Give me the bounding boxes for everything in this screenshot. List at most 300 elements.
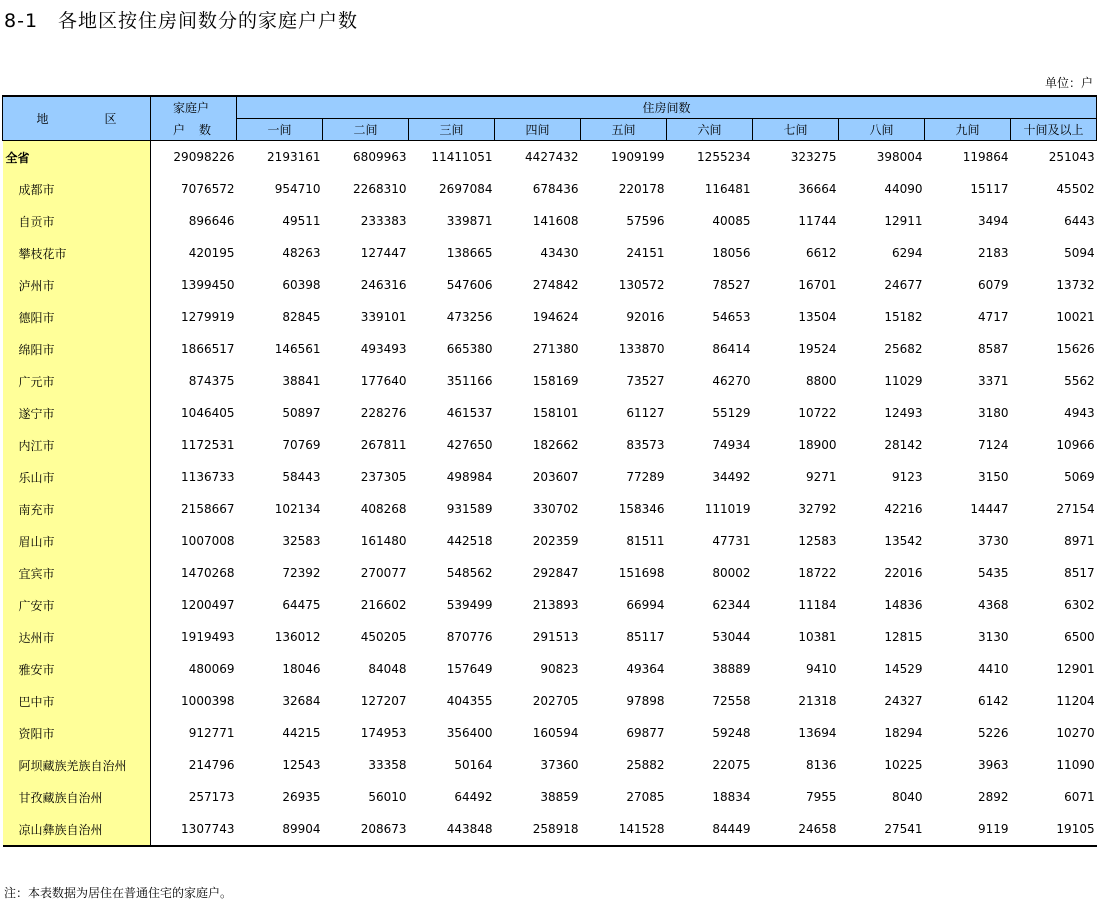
room-count-cell: 50897 bbox=[282, 406, 321, 420]
room-count-cell: 136012 bbox=[274, 630, 321, 644]
room-count-cell: 2183 bbox=[977, 246, 1009, 260]
region-cell: 泸州市 bbox=[3, 269, 151, 301]
room-count-cell: 18834 bbox=[712, 790, 751, 804]
room-count-cell: 339101 bbox=[360, 310, 407, 324]
households-total-cell: 257173 bbox=[188, 790, 235, 804]
room-count-cell: 291513 bbox=[532, 630, 579, 644]
room-count-cell: 53044 bbox=[712, 630, 751, 644]
households-total-cell: 2158667 bbox=[181, 502, 235, 516]
room-count-cell: 130572 bbox=[618, 278, 665, 292]
room-count-cell: 2892 bbox=[977, 790, 1009, 804]
room-count-cell: 56010 bbox=[368, 790, 407, 804]
room-count-cell: 498984 bbox=[446, 470, 493, 484]
room-count-cell: 146561 bbox=[274, 342, 321, 356]
room-count-cell: 50164 bbox=[454, 758, 493, 772]
room-count-cell: 4368 bbox=[977, 598, 1009, 612]
room-count-cell: 14836 bbox=[884, 598, 923, 612]
room-count-cell: 42216 bbox=[884, 502, 923, 516]
room-count-cell: 6809963 bbox=[353, 150, 407, 164]
room-count-cell: 5435 bbox=[977, 566, 1009, 580]
room-count-cell: 220178 bbox=[618, 182, 665, 196]
table-title: 各地区按住房间数分的家庭户户数 bbox=[58, 10, 359, 32]
room-count-cell: 70769 bbox=[282, 438, 321, 452]
room-count-cell: 8587 bbox=[977, 342, 1009, 356]
room-count-cell: 24327 bbox=[884, 694, 923, 708]
room-count-cell: 8971 bbox=[1064, 534, 1095, 548]
room-count-cell: 216602 bbox=[360, 598, 407, 612]
room-count-cell: 442518 bbox=[446, 534, 493, 548]
table-row bbox=[3, 493, 1097, 525]
room-count-cell: 45502 bbox=[1056, 182, 1095, 196]
room-count-cell: 11090 bbox=[1056, 758, 1095, 772]
room-count-cell: 13732 bbox=[1056, 278, 1095, 292]
room-count-cell: 127207 bbox=[360, 694, 407, 708]
room-count-cell: 92016 bbox=[626, 310, 665, 324]
table-row bbox=[3, 205, 1097, 237]
room-count-cell: 8136 bbox=[805, 758, 837, 772]
room-count-cell: 160594 bbox=[532, 726, 579, 740]
room-count-cell: 9119 bbox=[925, 813, 1011, 846]
households-total-cell: 1046405 bbox=[181, 406, 235, 420]
room-count-cell: 11411051 bbox=[431, 150, 493, 164]
table-row bbox=[3, 365, 1097, 397]
room-count-cell: 9123 bbox=[891, 470, 923, 484]
households-total-cell: 896646 bbox=[188, 214, 235, 228]
room-count-cell: 13504 bbox=[798, 310, 837, 324]
room-count-cell: 34492 bbox=[712, 470, 751, 484]
room-count-cell: 61127 bbox=[626, 406, 665, 420]
room-count-cell: 12493 bbox=[884, 406, 923, 420]
room-count-cell: 11029 bbox=[884, 374, 923, 388]
room-count-cell: 58443 bbox=[282, 470, 321, 484]
households-total-cell: 29098226 bbox=[173, 150, 235, 164]
room-count-cell: 4410 bbox=[977, 662, 1009, 676]
room-count-cell: 2193161 bbox=[267, 150, 321, 164]
room-count-cell: 38841 bbox=[282, 374, 321, 388]
room-count-cell: 141608 bbox=[532, 214, 579, 228]
room-count-cell: 4717 bbox=[977, 310, 1009, 324]
households-total-cell: 912771 bbox=[188, 726, 235, 740]
room-count-cell: 15182 bbox=[884, 310, 923, 324]
room-count-cell: 48263 bbox=[282, 246, 321, 260]
room-count-cell: 182662 bbox=[532, 438, 579, 452]
room-count-cell: 18294 bbox=[884, 726, 923, 740]
room-count-cell: 8517 bbox=[1064, 566, 1095, 580]
room-count-cell: 60398 bbox=[282, 278, 321, 292]
room-count-cell: 12815 bbox=[884, 630, 923, 644]
region-cell: 成都市 bbox=[3, 173, 151, 205]
region-cell: 广元市 bbox=[3, 365, 151, 397]
room-count-cell: 22016 bbox=[884, 566, 923, 580]
room-count-cell: 177640 bbox=[360, 374, 407, 388]
room-count-cell: 10966 bbox=[1056, 438, 1095, 452]
room-count-cell: 25682 bbox=[884, 342, 923, 356]
room-count-cell: 36664 bbox=[798, 182, 837, 196]
room-count-cell: 5094 bbox=[1064, 246, 1095, 260]
room-count-cell: 270077 bbox=[360, 566, 407, 580]
room-count-cell: 408268 bbox=[360, 502, 407, 516]
room-count-cell: 89904 bbox=[237, 813, 323, 846]
room-count-cell: 83573 bbox=[626, 438, 665, 452]
room-count-cell: 97898 bbox=[626, 694, 665, 708]
room-count-cell: 82845 bbox=[282, 310, 321, 324]
room-count-cell: 258918 bbox=[495, 813, 581, 846]
room-count-cell: 6071 bbox=[1064, 790, 1095, 804]
room-count-cell: 237305 bbox=[360, 470, 407, 484]
room-count-cell: 158346 bbox=[618, 502, 665, 516]
room-count-cell: 9410 bbox=[805, 662, 837, 676]
room-count-cell: 208673 bbox=[323, 813, 409, 846]
room-header: 七间 bbox=[753, 119, 839, 141]
region-cell: 达州市 bbox=[3, 621, 151, 653]
room-count-cell: 78527 bbox=[712, 278, 751, 292]
room-count-cell: 8040 bbox=[891, 790, 923, 804]
room-count-cell: 72392 bbox=[282, 566, 321, 580]
room-count-cell: 18900 bbox=[798, 438, 837, 452]
room-count-cell: 954710 bbox=[274, 182, 321, 196]
room-count-cell: 72558 bbox=[712, 694, 751, 708]
room-count-cell: 119864 bbox=[962, 150, 1009, 164]
room-count-cell: 10722 bbox=[798, 406, 837, 420]
room-count-cell: 18722 bbox=[798, 566, 837, 580]
room-count-cell: 90823 bbox=[540, 662, 579, 676]
households-total-cell: 1007008 bbox=[181, 534, 235, 548]
room-count-cell: 8800 bbox=[805, 374, 837, 388]
room-count-cell: 3180 bbox=[977, 406, 1009, 420]
table-row bbox=[3, 269, 1097, 301]
households-total-cell: 874375 bbox=[188, 374, 235, 388]
region-cell: 广安市 bbox=[3, 589, 151, 621]
room-count-cell: 339871 bbox=[446, 214, 493, 228]
table-row bbox=[3, 173, 1097, 205]
table-row bbox=[3, 333, 1097, 365]
room-count-cell: 3150 bbox=[977, 470, 1009, 484]
room-count-cell: 54653 bbox=[712, 310, 751, 324]
room-count-cell: 6079 bbox=[977, 278, 1009, 292]
room-count-cell: 548562 bbox=[446, 566, 493, 580]
households-total-cell: 1866517 bbox=[181, 342, 235, 356]
room-count-cell: 18046 bbox=[282, 662, 321, 676]
households-total-cell: 1307743 bbox=[151, 813, 237, 846]
room-count-cell: 450205 bbox=[360, 630, 407, 644]
table-row bbox=[3, 461, 1097, 493]
room-count-cell: 55129 bbox=[712, 406, 751, 420]
room-count-cell: 14529 bbox=[884, 662, 923, 676]
table-header bbox=[3, 96, 1097, 141]
room-count-cell: 1909199 bbox=[611, 150, 665, 164]
room-count-cell: 158101 bbox=[532, 406, 579, 420]
room-count-cell: 7955 bbox=[805, 790, 837, 804]
room-count-cell: 84048 bbox=[368, 662, 407, 676]
room-header: 二间 bbox=[323, 119, 409, 141]
table-body bbox=[3, 141, 1097, 847]
room-count-cell: 44090 bbox=[884, 182, 923, 196]
households-total-cell: 1470268 bbox=[181, 566, 235, 580]
region-cell: 德阳市 bbox=[3, 301, 151, 333]
room-count-cell: 24677 bbox=[884, 278, 923, 292]
room-count-cell: 21318 bbox=[798, 694, 837, 708]
table-row bbox=[3, 621, 1097, 653]
room-count-cell: 151698 bbox=[618, 566, 665, 580]
room-count-cell: 33358 bbox=[368, 758, 407, 772]
room-count-cell: 161480 bbox=[360, 534, 407, 548]
room-count-cell: 133870 bbox=[618, 342, 665, 356]
room-count-cell: 12911 bbox=[884, 214, 923, 228]
room-count-cell: 274842 bbox=[532, 278, 579, 292]
table-row bbox=[3, 237, 1097, 269]
region-cell: 乐山市 bbox=[3, 461, 151, 493]
region-cell: 自贡市 bbox=[3, 205, 151, 237]
room-count-cell: 22075 bbox=[712, 758, 751, 772]
room-count-cell: 24658 bbox=[753, 813, 839, 846]
room-count-cell: 3494 bbox=[977, 214, 1009, 228]
room-count-cell: 37360 bbox=[540, 758, 579, 772]
households-total-cell: 1919493 bbox=[181, 630, 235, 644]
room-count-cell: 404355 bbox=[446, 694, 493, 708]
room-count-cell: 32583 bbox=[282, 534, 321, 548]
region-cell: 内江市 bbox=[3, 429, 151, 461]
households-total-cell: 1200497 bbox=[181, 598, 235, 612]
room-count-cell: 251043 bbox=[1048, 150, 1095, 164]
households-total-cell: 1279919 bbox=[181, 310, 235, 324]
room-count-cell: 64475 bbox=[282, 598, 321, 612]
region-cell: 巴中市 bbox=[3, 685, 151, 717]
room-count-cell: 43430 bbox=[540, 246, 579, 260]
room-count-cell: 69877 bbox=[626, 726, 665, 740]
room-count-cell: 4943 bbox=[1064, 406, 1095, 420]
room-count-cell: 85117 bbox=[626, 630, 665, 644]
room-count-cell: 158169 bbox=[532, 374, 579, 388]
room-header: 三间 bbox=[409, 119, 495, 141]
room-count-cell: 15626 bbox=[1056, 342, 1095, 356]
room-count-cell: 19105 bbox=[1011, 813, 1097, 846]
room-header: 四间 bbox=[495, 119, 581, 141]
room-count-cell: 473256 bbox=[446, 310, 493, 324]
room-count-cell: 6612 bbox=[805, 246, 837, 260]
households-total-cell: 1399450 bbox=[181, 278, 235, 292]
room-count-cell: 202359 bbox=[532, 534, 579, 548]
room-count-cell: 12901 bbox=[1056, 662, 1095, 676]
households-total-cell: 7076572 bbox=[181, 182, 235, 196]
room-count-cell: 174953 bbox=[360, 726, 407, 740]
room-count-cell: 443848 bbox=[409, 813, 495, 846]
region-cell: 南充市 bbox=[3, 493, 151, 525]
room-count-cell: 330702 bbox=[532, 502, 579, 516]
region-cell: 甘孜藏族自治州 bbox=[3, 781, 151, 813]
households-total-cell: 1000398 bbox=[181, 694, 235, 708]
room-count-cell: 292847 bbox=[532, 566, 579, 580]
room-count-cell: 62344 bbox=[712, 598, 751, 612]
households-total-cell: 480069 bbox=[188, 662, 235, 676]
room-count-cell: 19524 bbox=[798, 342, 837, 356]
room-count-cell: 111019 bbox=[704, 502, 751, 516]
room-count-cell: 74934 bbox=[712, 438, 751, 452]
room-count-cell: 5226 bbox=[977, 726, 1009, 740]
room-count-cell: 24151 bbox=[626, 246, 665, 260]
unit-label: 单位：户 bbox=[1044, 76, 1093, 90]
room-header: 十间及以上 bbox=[1011, 119, 1097, 141]
room-count-cell: 228276 bbox=[360, 406, 407, 420]
room-count-cell: 16701 bbox=[798, 278, 837, 292]
data-table bbox=[2, 95, 1097, 847]
room-count-cell: 539499 bbox=[446, 598, 493, 612]
room-count-cell: 28142 bbox=[884, 438, 923, 452]
room-count-cell: 80002 bbox=[712, 566, 751, 580]
room-count-cell: 138665 bbox=[446, 246, 493, 260]
room-count-cell: 47731 bbox=[712, 534, 751, 548]
room-count-cell: 13694 bbox=[798, 726, 837, 740]
region-cell: 绵阳市 bbox=[3, 333, 151, 365]
room-count-cell: 870776 bbox=[446, 630, 493, 644]
room-count-cell: 351166 bbox=[446, 374, 493, 388]
room-count-cell: 57596 bbox=[626, 214, 665, 228]
table-row bbox=[3, 685, 1097, 717]
room-count-cell: 64492 bbox=[454, 790, 493, 804]
table-row bbox=[3, 141, 1097, 174]
room-count-cell: 213893 bbox=[532, 598, 579, 612]
room-count-cell: 27541 bbox=[839, 813, 925, 846]
room-count-cell: 1255234 bbox=[697, 150, 751, 164]
room-count-cell: 271380 bbox=[532, 342, 579, 356]
room-count-cell: 11744 bbox=[798, 214, 837, 228]
room-count-cell: 3371 bbox=[977, 374, 1009, 388]
room-count-cell: 3963 bbox=[977, 758, 1009, 772]
room-count-cell: 102134 bbox=[274, 502, 321, 516]
households-total-cell: 1172531 bbox=[181, 438, 235, 452]
region-cell: 眉山市 bbox=[3, 525, 151, 557]
room-count-cell: 203607 bbox=[532, 470, 579, 484]
room-count-cell: 25882 bbox=[626, 758, 665, 772]
room-count-cell: 27085 bbox=[626, 790, 665, 804]
region-cell: 遂宁市 bbox=[3, 397, 151, 429]
room-header: 五间 bbox=[581, 119, 667, 141]
region-cell: 阿坝藏族羌族自治州 bbox=[3, 749, 151, 781]
room-count-cell: 11204 bbox=[1056, 694, 1095, 708]
table-row bbox=[3, 397, 1097, 429]
room-count-cell: 233383 bbox=[360, 214, 407, 228]
region-cell: 资阳市 bbox=[3, 717, 151, 749]
room-count-cell: 5562 bbox=[1064, 374, 1095, 388]
table-row bbox=[3, 653, 1097, 685]
room-count-cell: 157649 bbox=[446, 662, 493, 676]
table-row bbox=[3, 589, 1097, 621]
room-count-cell: 15117 bbox=[970, 182, 1009, 196]
room-count-cell: 202705 bbox=[532, 694, 579, 708]
room-count-cell: 66994 bbox=[626, 598, 665, 612]
room-count-cell: 6294 bbox=[891, 246, 923, 260]
room-count-cell: 44215 bbox=[282, 726, 321, 740]
room-count-cell: 14447 bbox=[970, 502, 1009, 516]
room-count-cell: 32684 bbox=[282, 694, 321, 708]
region-cell: 雅安市 bbox=[3, 653, 151, 685]
room-count-cell: 18056 bbox=[712, 246, 751, 260]
room-count-cell: 6443 bbox=[1064, 214, 1095, 228]
region-cell: 宜宾市 bbox=[3, 557, 151, 589]
room-count-cell: 398004 bbox=[876, 150, 923, 164]
room-count-cell: 5069 bbox=[1064, 470, 1095, 484]
table-row bbox=[3, 813, 1097, 846]
room-header: 六间 bbox=[667, 119, 753, 141]
room-count-cell: 323275 bbox=[790, 150, 837, 164]
households-header-bottom: 户数 bbox=[151, 119, 237, 141]
households-total-cell: 420195 bbox=[188, 246, 235, 260]
room-count-cell: 6142 bbox=[977, 694, 1009, 708]
room-header: 八间 bbox=[839, 119, 925, 141]
room-count-cell: 84449 bbox=[667, 813, 753, 846]
room-count-cell: 3730 bbox=[977, 534, 1009, 548]
room-count-cell: 49364 bbox=[626, 662, 665, 676]
room-count-cell: 49511 bbox=[282, 214, 321, 228]
room-count-cell: 356400 bbox=[446, 726, 493, 740]
room-count-cell: 26935 bbox=[282, 790, 321, 804]
room-count-cell: 59248 bbox=[712, 726, 751, 740]
room-count-cell: 12543 bbox=[282, 758, 321, 772]
region-cell: 攀枝花市 bbox=[3, 237, 151, 269]
room-count-cell: 116481 bbox=[704, 182, 751, 196]
households-total-cell: 1136733 bbox=[181, 470, 235, 484]
households-header-top: 家庭户 bbox=[151, 96, 237, 119]
room-count-cell: 10021 bbox=[1056, 310, 1095, 324]
room-count-cell: 3130 bbox=[977, 630, 1009, 644]
room-count-cell: 2697084 bbox=[439, 182, 493, 196]
table-row bbox=[3, 781, 1097, 813]
page-title bbox=[4, 6, 358, 33]
room-count-cell: 547606 bbox=[446, 278, 493, 292]
room-count-cell: 13542 bbox=[884, 534, 923, 548]
table-row bbox=[3, 429, 1097, 461]
room-count-cell: 931589 bbox=[446, 502, 493, 516]
room-count-cell: 2268310 bbox=[353, 182, 407, 196]
room-count-cell: 73527 bbox=[626, 374, 665, 388]
table-row bbox=[3, 749, 1097, 781]
room-count-cell: 10381 bbox=[798, 630, 837, 644]
room-count-cell: 127447 bbox=[360, 246, 407, 260]
room-count-cell: 10270 bbox=[1056, 726, 1095, 740]
room-count-cell: 38859 bbox=[540, 790, 579, 804]
room-count-cell: 246316 bbox=[360, 278, 407, 292]
region-header: 地 区 bbox=[3, 96, 151, 141]
table-number: 8-1 bbox=[4, 10, 39, 32]
room-count-cell: 77289 bbox=[626, 470, 665, 484]
room-count-cell: 493493 bbox=[360, 342, 407, 356]
room-count-cell: 12583 bbox=[798, 534, 837, 548]
room-count-cell: 46270 bbox=[712, 374, 751, 388]
table-row bbox=[3, 525, 1097, 557]
region-cell: 全省 bbox=[3, 141, 151, 174]
room-count-cell: 10225 bbox=[884, 758, 923, 772]
room-count-cell: 4427432 bbox=[525, 150, 579, 164]
table-row bbox=[3, 557, 1097, 589]
room-count-cell: 86414 bbox=[712, 342, 751, 356]
room-count-cell: 40085 bbox=[712, 214, 751, 228]
room-count-cell: 665380 bbox=[446, 342, 493, 356]
room-count-cell: 678436 bbox=[532, 182, 579, 196]
room-count-cell: 6500 bbox=[1064, 630, 1095, 644]
room-count-cell: 9271 bbox=[805, 470, 837, 484]
room-count-cell: 7124 bbox=[977, 438, 1009, 452]
room-count-cell: 81511 bbox=[626, 534, 665, 548]
table-row bbox=[3, 301, 1097, 333]
room-count-cell: 141528 bbox=[581, 813, 667, 846]
room-count-cell: 32792 bbox=[798, 502, 837, 516]
room-count-cell: 194624 bbox=[532, 310, 579, 324]
room-count-cell: 267811 bbox=[360, 438, 407, 452]
room-count-cell: 11184 bbox=[798, 598, 837, 612]
room-count-cell: 6302 bbox=[1064, 598, 1095, 612]
rooms-group-header: 住房间数 bbox=[237, 96, 1097, 119]
households-total-cell: 214796 bbox=[188, 758, 235, 772]
room-count-cell: 461537 bbox=[446, 406, 493, 420]
